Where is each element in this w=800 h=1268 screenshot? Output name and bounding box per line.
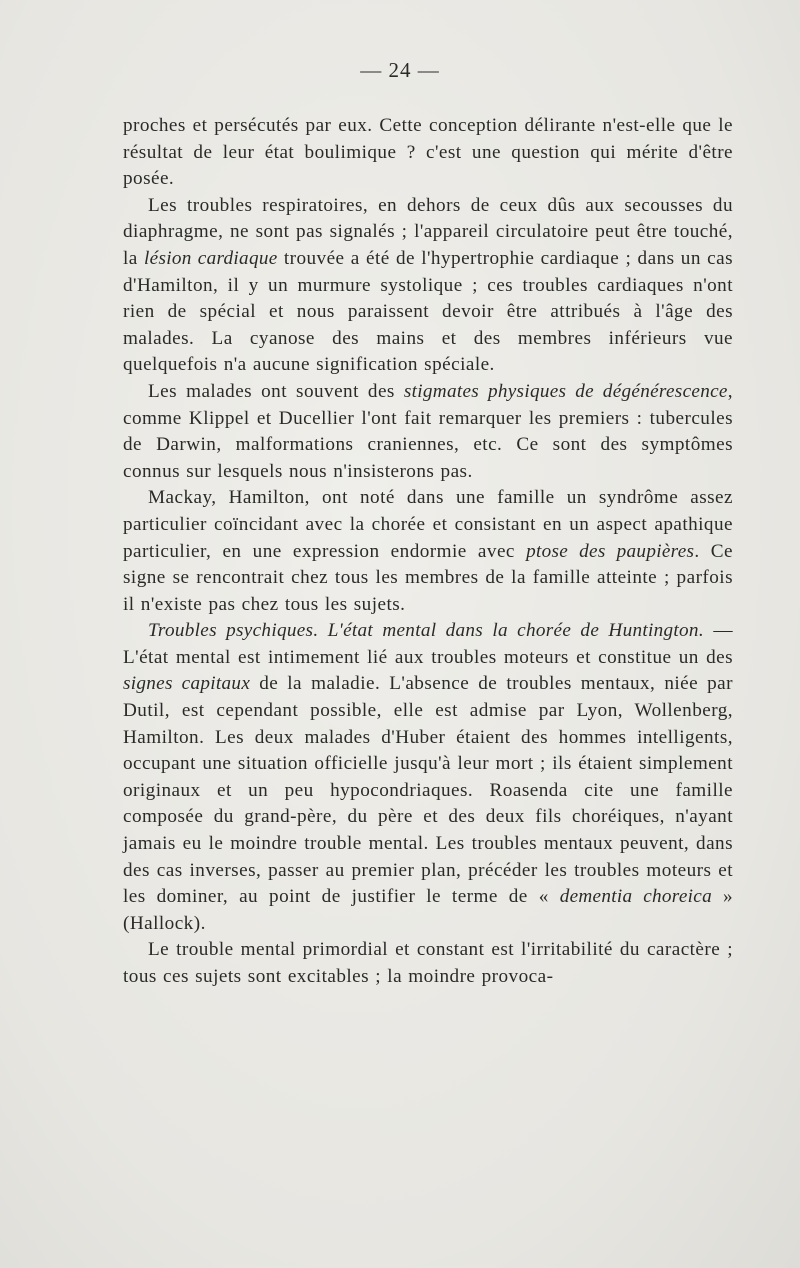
italic-text: lésion cardiaque bbox=[144, 247, 278, 269]
paragraph-p4 bbox=[123, 485, 733, 618]
italic-text: stigmates physiques de dégénérescence bbox=[403, 380, 728, 402]
italic-text: Troubles psychiques. L'état mental dans la chorée de Huntington. bbox=[148, 620, 704, 642]
paragraph-p5 bbox=[123, 618, 733, 937]
text-segment: de la maladie. L'absence de troubles mentaux, niée par Dutil, est cependant possible, elle est admise par Lyon, Wollenberg, Hamilton. Les deux malades d'Huber étaient des hommes intelligents, occupant une situation officielle jusqu'à leur mort ; ils étaient simplement originaux et un peu hypocondriaques. Roasenda cite une famille composée du grand-père, du père et des deux fils choréiques, n'ayant jamais eu le moindre trouble mental. Les troubles mentaux peuvent, dans des cas inverses, passer au premier plan, précéder les troubles moteurs et les dominer, au point de justifier le terme de « bbox=[123, 673, 733, 908]
text-segment: trouvée a été de l'hypertrophie cardiaque ; dans un cas d'Hamilton, il y un murmure systolique ; ces troubles cardiaques n'ont rien de spécial et nous paraissent devoir être attribués à l'âge des malades. La cyanose des mains et des membres inférieurs vue quelquefois n'a aucune signification spéciale. bbox=[123, 247, 733, 376]
text-segment: Mackay, Hamilton, ont noté dans une famille un syndrôme assez particulier coïncidant avec la chorée et consistant en un aspect apathique particulier, en une expression endormie avec bbox=[123, 487, 733, 562]
text-segment: . Ce signe se rencontrait chez tous les membres de la famille atteinte ; parfois il n'existe pas chez tous les sujets. bbox=[123, 540, 733, 615]
text-segment: proches et persécutés par eux. Cette conception délirante n'est-elle que le résultat de leur état boulimique ? c'est une question qui mérite d'être posée. bbox=[123, 115, 733, 190]
text-segment: Les malades ont souvent des bbox=[148, 380, 404, 402]
italic-text: signes capitaux bbox=[123, 673, 251, 695]
text-segment: Les troubles respiratoires, en dehors de ceux dûs aux secousses du diaphragme, ne sont pas signalés ; l'appareil circulatoire peut être touché, la bbox=[123, 194, 733, 269]
body-text bbox=[123, 113, 733, 991]
paragraph-p6 bbox=[123, 937, 733, 990]
text-segment: » (Hallock). bbox=[123, 886, 733, 934]
paragraph-p1 bbox=[123, 113, 733, 193]
text-segment: — L'état mental est intimement lié aux troubles moteurs et constitue un des bbox=[123, 620, 733, 668]
text-segment: , comme Klippel et Ducellier l'ont fait remarquer les premiers : tubercules de Darwin, malformations craniennes, etc. Ce sont des symptômes connus sur lesquels nous n'insisterons pas. bbox=[123, 380, 733, 482]
italic-text: ptose des paupières bbox=[526, 540, 695, 562]
page-number: — 24 — bbox=[360, 58, 440, 82]
paragraph-p2 bbox=[123, 193, 733, 379]
paragraph-p3 bbox=[123, 379, 733, 485]
italic-text: dementia choreica bbox=[559, 886, 713, 908]
text-segment: Le trouble mental primordial et constant est l'irritabilité du caractère ; tous ces sujets sont excitables ; la moindre provoca- bbox=[123, 939, 733, 987]
